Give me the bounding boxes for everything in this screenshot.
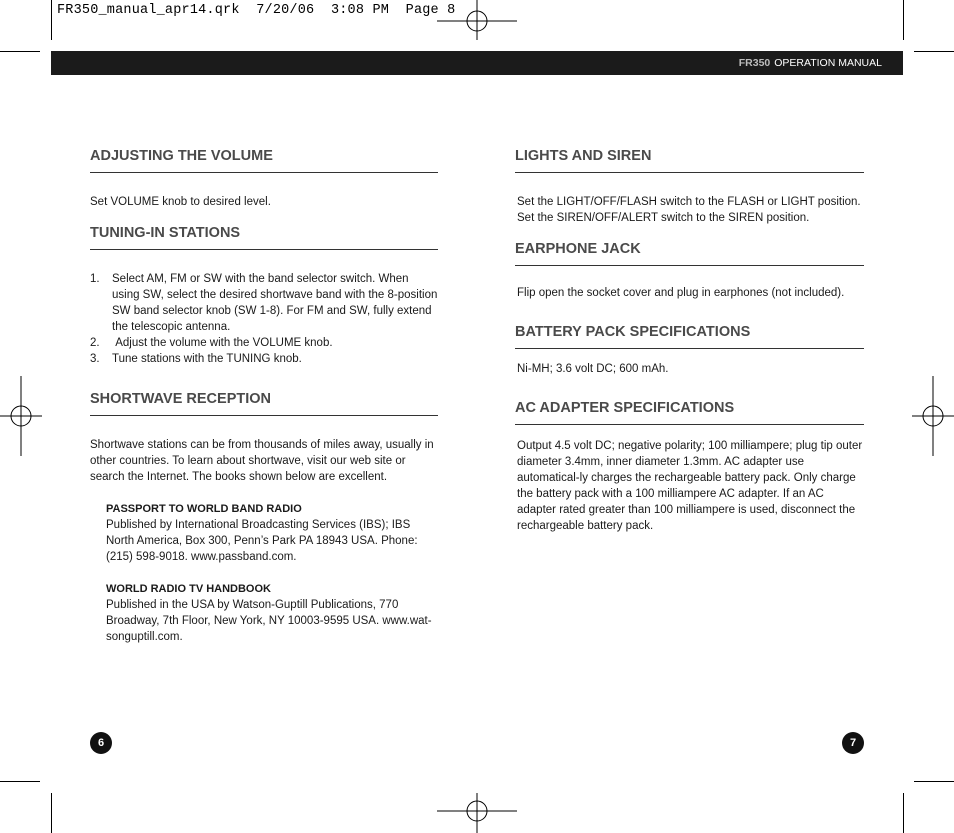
crop-mark [914,781,954,782]
registration-mark-icon [912,376,954,456]
section-text: Ni-MH; 3.6 volt DC; 600 mAh. [517,363,669,375]
section-heading: BATTERY PACK SPECIFICATIONS [515,324,864,349]
section-heading: LIGHTS AND SIREN [515,148,864,173]
section-earphone-jack [515,241,864,301]
section-lights-siren [515,148,864,226]
header-title [739,57,882,69]
header-bar [51,51,903,75]
section-text: Set VOLUME knob to desired level. [90,196,271,208]
section-battery-specs [515,324,864,377]
registration-mark-icon [0,376,42,456]
section-adjusting-volume [90,148,438,210]
section-heading: SHORTWAVE RECEPTION [90,391,438,416]
step-number: 1. [90,273,100,285]
step-text: Tune stations with the TUNING knob. [112,353,302,365]
step-text: Adjust the volume with the VOLUME knob. [112,337,333,349]
list-item [90,351,438,367]
left-column [90,148,438,645]
crop-mark [0,51,40,52]
registration-mark-icon [437,793,517,833]
section-text: Flip open the socket cover and plug in earphones (not included). [517,287,845,299]
section-shortwave-reception [90,391,438,645]
crop-mark [51,0,52,40]
section-tuning-stations [90,225,438,367]
step-text: Select AM, FM or SW with the band selector switch. When using SW, select the desired shortwave band with the 8-position SW band selector knob (SW 1-8). For FM and SW, fully extend the telescopic antenna. [112,273,438,333]
list-item [90,271,438,335]
book-details: Published in the USA by Watson-Guptill Publications, 770 Broadway, 7th Floor, New York, NY 10003-9595 USA. www.wat-songuptill.com. [106,599,432,643]
section-text: Shortwave stations can be from thousands of miles away, usually in other countries. To learn about shortwave, visit our web site or search the Internet. The books shown below are excellent. [90,439,434,483]
book-details: Published by International Broadcasting Services (IBS); IBS North America, Box 300, Penn’s Park PA 18943 USA. Phone: (215) 598-9018. www.passband.com. [106,519,418,563]
step-number: 3. [90,353,100,365]
right-column [515,148,864,534]
page-number-left: 6 [90,732,112,754]
crop-mark [0,781,40,782]
book-title: PASSPORT TO WORLD BAND RADIO [106,503,302,515]
section-ac-adapter-specs [515,400,864,534]
section-heading: TUNING-IN STATIONS [90,225,438,250]
step-number: 2. [90,337,100,349]
section-heading: AC ADAPTER SPECIFICATIONS [515,400,864,425]
list-item [90,335,438,351]
book-title: WORLD RADIO TV HANDBOOK [106,583,271,595]
book-entry [90,501,438,565]
section-text: Set the LIGHT/OFF/FLASH switch to the FLASH or LIGHT position. Set the SIREN/OFF/ALERT switch to the SIREN position. [517,196,861,224]
section-heading: ADJUSTING THE VOLUME [90,148,438,173]
crop-mark [903,0,904,40]
section-heading: EARPHONE JACK [515,241,864,266]
crop-mark [51,793,52,833]
crop-mark [903,793,904,833]
header-manual-title: OPERATION MANUAL [774,57,882,69]
crop-mark [914,51,954,52]
page-number-right: 7 [842,732,864,754]
section-text: Output 4.5 volt DC; negative polarity; 100 milliampere; plug tip outer diameter 3.4mm, inner diameter 1.3mm. AC adapter use automatical-ly charges the rechargeable battery pack. Only charge the battery pack with a 100 milliampere AC adapter. If an AC adapter rated greater than 100 milliampere is used, disconnect the rechargeable battery pack. [517,440,863,532]
header-brand: FR350 [738,57,771,69]
slug-line: FR350_manual_apr14.qrk 7/20/06 3:08 PM Page 8 [57,3,456,18]
tuning-steps-list [90,271,438,367]
book-entry [90,581,438,645]
